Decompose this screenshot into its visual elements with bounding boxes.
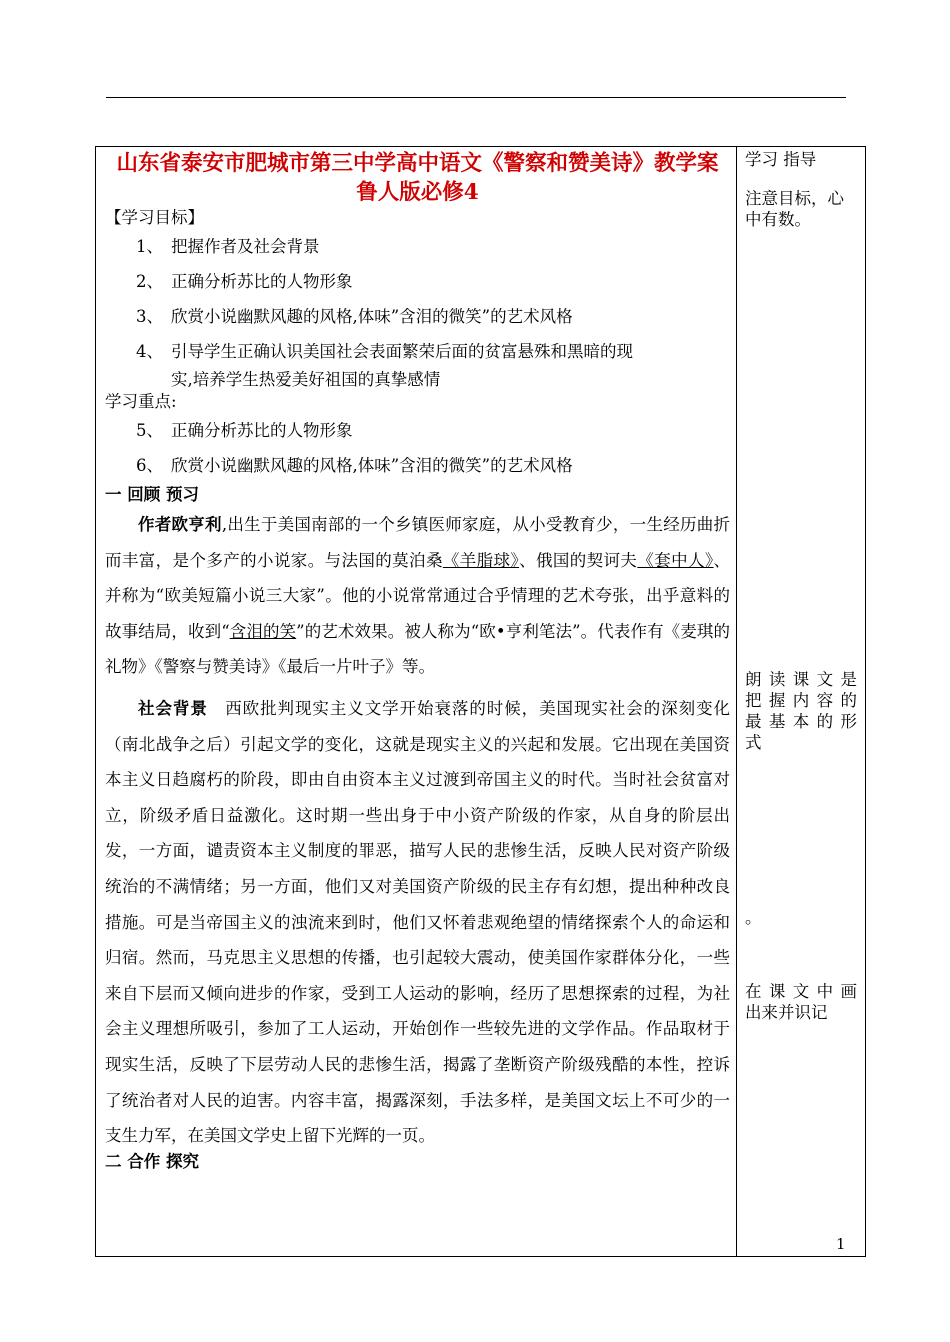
objectives-heading: 【学习目标】 bbox=[105, 208, 204, 227]
guidance-heading: 学习 指导 bbox=[745, 150, 817, 169]
objective-item: 4、 引导学生正确认识美国社会表面繁荣后面的贫富悬殊和黑暗的现 bbox=[136, 342, 633, 361]
objective-item: 1、 把握作者及社会背景 bbox=[136, 237, 320, 256]
section-heading-explore: 二 合作 探究 bbox=[105, 1151, 199, 1171]
main-column bbox=[105, 149, 730, 1174]
background-lead: 社会背景 bbox=[138, 698, 208, 718]
objective-item: 3、 欣赏小说幽默风趣的风格,体味”含泪的微笑”的艺术风格 bbox=[136, 307, 573, 326]
guidance-note: 在课文中画 出来并识记 bbox=[745, 982, 857, 1022]
author-lead: 作者欧亨利 bbox=[138, 515, 222, 534]
author-paragraph: 作者欧亨利,出生于美国南部的一个乡镇医师家庭，从小受教育少，一生经历曲折而丰富，是个多产的小说家。与法国的莫泊桑《羊脂球》、俄国的契诃夫《套中人》、并称为“欧美短篇小说三大家”。他的小说常常通过合乎情理的艺术夸张，出乎意料的故事结局，收到“含泪的笑”的艺术效果。被人称为“欧•亨利笔法”。代表作有《麦琪的礼物》《警察与赞美诗》《最后一片叶子》等。 bbox=[105, 515, 731, 677]
work-title: 《羊脂球》 bbox=[442, 550, 520, 570]
key-point-item: 5、 正确分析苏比的人物形象 bbox=[136, 421, 353, 440]
section-heading-review: 一 回顾 预习 bbox=[105, 485, 199, 504]
objective-item-continuation: 实,培养学生热爱美好祖国的真挚感情 bbox=[171, 370, 441, 389]
objective-item: 2、 正确分析苏比的人物形象 bbox=[136, 272, 353, 291]
guidance-column bbox=[745, 149, 859, 1022]
lesson-table bbox=[95, 146, 866, 1257]
key-point-item: 6、 欣赏小说幽默风趣的风格,体味”含泪的微笑”的艺术风格 bbox=[136, 456, 573, 475]
page-number: 1 bbox=[836, 1235, 846, 1253]
column-divider bbox=[736, 147, 737, 1256]
key-phrase: 含泪的笑 bbox=[229, 621, 297, 641]
background-paragraph: 社会背景 西欧批判现实主义文学开始衰落的时候，美国现实社会的深刻变化（南北战争之后）引起文学的变化，这就是现实主义的兴起和发展。它出现在美国资本主义日趋腐朽的阶段，即由自由资本主义过渡到帝国主义的时代。当时社会贫富对立，阶级矛盾日益激化。这时期一些出身于中小资产阶级的作家，从自身的阶层出发，一方面，谴责资本主义制度的罪恶，描写人民的悲惨生活，反映人民对资产阶级统治的不满情绪；另一方面，他们又对美国资产阶级的民主存有幻想，提出种种改良措施。可是当帝国主义的浊流来到时，他们又怀着悲观绝望的情绪探索个人的命运和归宿。然而，马克思主义思想的传播，也引起较大震动，使美国作家群体分化，一些来自下层而又倾向进步的作家，受到工人运动的影响，经历了思想探索的过程，为社会主义理想所吸引，参加了工人运动，开始创作一些较先进的文学作品。作品取材于现实生活，反映了下层劳动人民的悲惨生活，揭露了垄断资产阶级残酷的本性，控诉了统治者对人民的迫害。内容丰富，揭露深刻，手法多样，是美国文坛上不可少的一支生力军，在美国文学史上留下光辉的一页。 bbox=[105, 698, 731, 1146]
document-title: 山东省泰安市肥城市第三中学高中语文《警察和赞美诗》教学案 鲁人版必修4 bbox=[116, 151, 719, 205]
header-rule bbox=[106, 97, 846, 98]
guidance-note: 注意目标，心中有数。 bbox=[745, 189, 844, 229]
guidance-note: 。 bbox=[745, 908, 762, 927]
work-title: 《套中人》 bbox=[637, 550, 714, 570]
guidance-note: 朗读课文是 把握内容的 最基本的形 式 bbox=[745, 670, 857, 752]
key-points-heading: 学习重点: bbox=[105, 392, 177, 411]
